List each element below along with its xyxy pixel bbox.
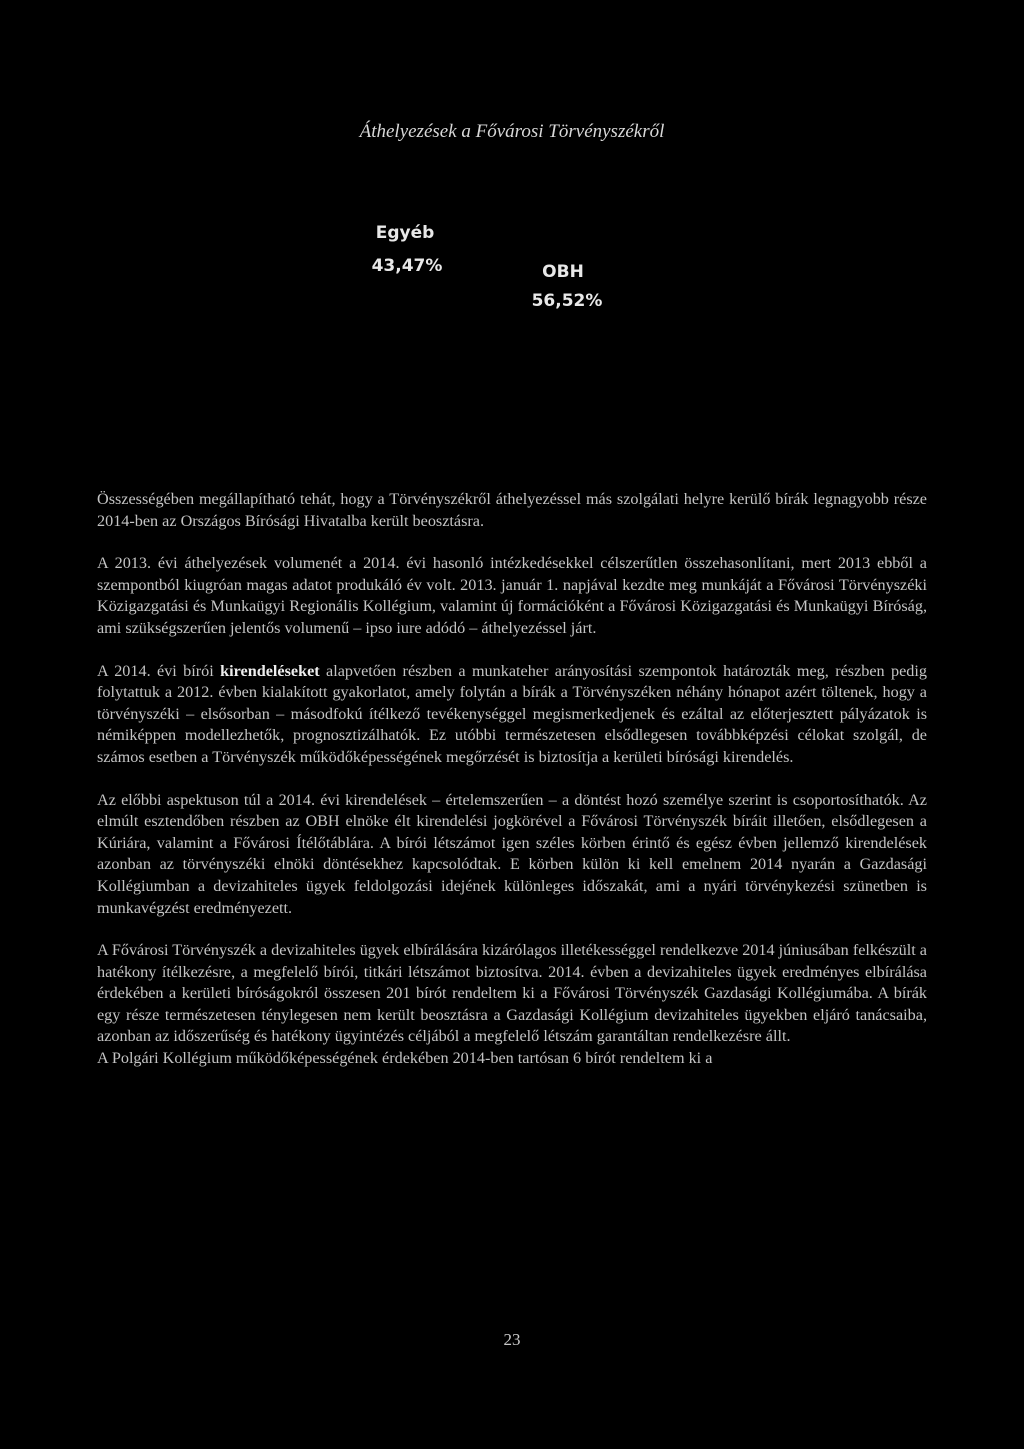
- slice-label-obh-name: OBH: [542, 262, 584, 282]
- page-title: Áthelyezések a Fővárosi Törvényszékről: [359, 121, 665, 142]
- paragraph-fx-loans: A Fővárosi Törvényszék a devizahiteles ügyek elbírálására kizárólagos illetékességgel rendelkezve 2014 júniusában felkészült a hatékony ítélkezésre, a megfelelő bírói, titkári létszámot biztosítva. 2014. évben a devizahiteles ügyek eredményes elbírálása érdekében a kerületi bíróságokról összesen 201 bírót rendeltem ki a Fővárosi Törvényszék Gazdasági Kollégiumába. A bírák egy része természetesen ténylegesen nem került beosztásra a Gazdasági Kollégium devizahiteles ügyekben eljáró tanácsaiba, azonban az időszerűség és hatékony ügyintézés céljából a megfelelő létszám garantáltan rendelkezésre állt.: [97, 941, 927, 1046]
- body-text: [97, 489, 927, 1070]
- paragraph-civil-college: A Polgári Kollégium működőképességének érdekében 2014-ben tartósan 6 bírót rendeltem ki a: [97, 1049, 713, 1068]
- paragraph-summary: Összességében megállapítható tehát, hogy a Törvényszékről áthelyezéssel más szolgálati helyre kerülő bírák legnagyobb része 2014-ben az Országos Bírósági Hivatalba került beosztásra.: [97, 490, 927, 530]
- slice-label-egyeb-value: 43,47%: [371, 256, 443, 276]
- slice-label-egyeb-name: Egyéb: [375, 223, 435, 243]
- page-number: 23: [503, 1330, 521, 1349]
- paragraph-decision-makers: Az előbbi aspektuson túl a 2014. évi kirendelések – értelemszerűen – a döntést hozó személye szerint is csoportosíthatók. Az elmúlt esztendőben részben az OBH elnöke élt kirendelési jogkörével a Fővárosi Törvényszék bíráit illetően, elsődlegesen a Kúriára, valamint a Fővárosi Ítélőtáblára. A bírói létszámot igen széles körben érintő és egész évben jellemző kirendelések azonban az törvényszéki elnöki döntésekhez kapcsolódtak. E körben külön ki kell emelnem 2014 nyarán a Gazdasági Kollégiumban a devizahiteles ügyek feldolgozási idejének különleges időszakát, ami a nyári törvénykezési szünetben is munkavégzést eredményezett.: [97, 790, 927, 917]
- pie-chart: [0, 0, 1024, 470]
- paragraph-2013-transfers: A 2013. évi áthelyezések volumenét a 2014. évi hasonló intézkedésekkel célszerűtlen összehasonlítani, mert 2013 ebből a szempontból kiugróan magas adatot produkáló év volt. 2013. január 1. napjával kezdte meg munkáját a Fővárosi Törvényszéki Közigazgatási és Munkaügyi Regionális Kollégium, valamint új formációként a Fővárosi Közigazgatási és Munkaügyi Bíróság, ami szükségszerűen jelentős volumenű – ipso iure adódó – áthelyezéssel járt.: [97, 554, 927, 637]
- bold-term: kirendeléseket: [220, 661, 320, 680]
- paragraph-secondments: A 2014. évi bírói kirendeléseket alapvetően részben a munkateher arányosítási szempontok határozták meg, részben pedig folytattuk a 2012. évben kialakított gyakorlatot, amely folytán a bírák a Törvényszéken néhány hónapot azért töltenek, hogy a törvényszéki – elsősorban – másodfokú ítélkező tevékenységgel megismerkedjenek és ezáltal az előterjesztett pályázatok is némiképpen modellezhetők, prognosztizálhatók. Ez utóbbi természetesen elsődlegesen továbbképzési célokat szolgál, de számos esetben a Törvényszék működőképességének megőrzését is biztosítja a kerületi bírósági kirendelés.: [97, 661, 927, 766]
- slice-label-obh-value: 56,52%: [531, 291, 603, 311]
